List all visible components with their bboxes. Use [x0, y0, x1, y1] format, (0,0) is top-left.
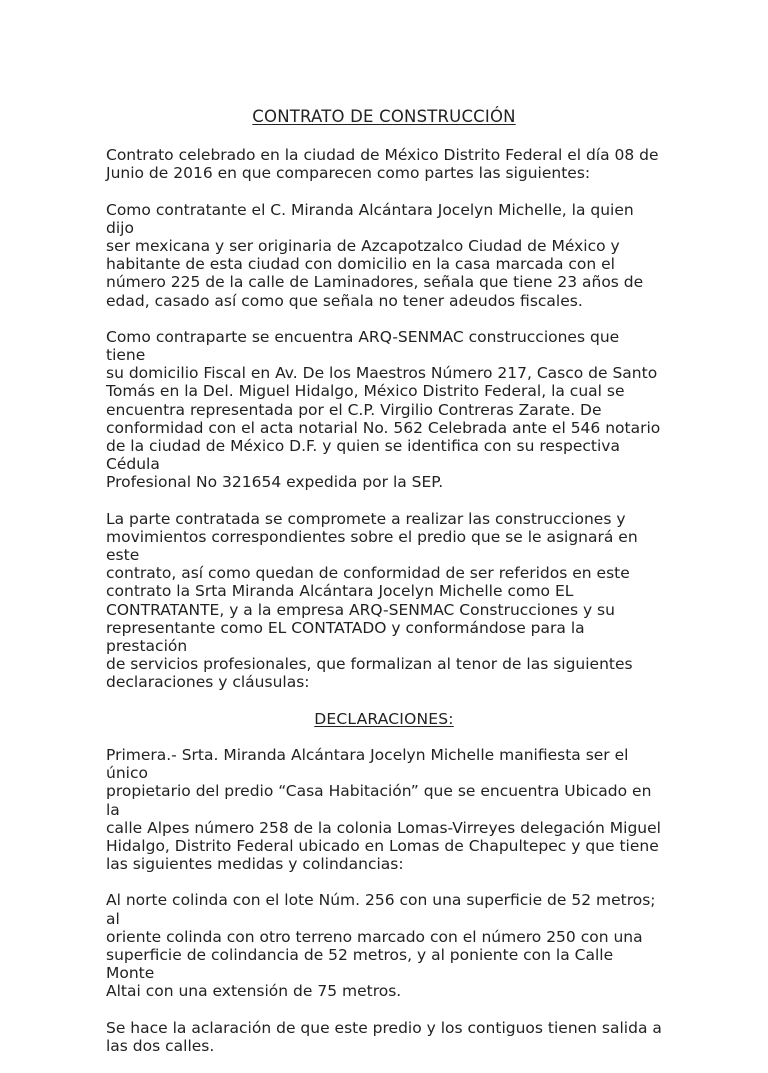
paragraph-aclaracion: Se hace la aclaración de que este predio y los contiguos tienen salida a las dos calles. — [106, 1018, 662, 1055]
paragraph-intro-date: Contrato celebrado en la ciudad de México Distrito Federal el día 08 de Junio de 2016 en que comparecen como partes las siguientes: — [106, 146, 659, 183]
paragraph-primera: Primera.- Srta. Miranda Alcántara Jocelyn Michelle manifiesta ser el único propietario del predio “Casa Habitación” que se encuentra Ubicado en la calle Alpes número 258 de la colonia Lomas-Virreyes delegación Miguel Hidalgo, Distrito Federal ubicado en Lomas de Chapultepec y que tiene las siguientes medidas y colindancias: — [106, 745, 661, 874]
paragraph-contraparte: Como contraparte se encuentra ARQ-SENMAC construcciones que tiene su domicilio Fiscal en Av. De los Maestros Número 217, Casco de Santo Tomás en la Del. Miguel Hidalgo, México Distrito Federal, la cual se encuentra representada por el C.P. Virgilio Contreras Zarate. De conformidad con el acta notarial No. 562 Celebrada ante el 546 notario de la ciudad de México D.F. y quien se identifica con su respectiva Cédula Profesional No 321654 expedida por la SEP. — [106, 327, 661, 492]
paragraph-contratante: Como contratante el C. Miranda Alcántara Jocelyn Michelle, la quien dijo ser mexicana y ser originaria de Azcapotzalco Ciudad de México y habitante de esta ciudad con domicilio en la casa marcada con el número 225 de la calle de Laminadores, señala que tiene 23 años de edad, casado así como que señala no tener adeudos fiscales. — [106, 200, 644, 310]
paragraph-obligaciones: La parte contratada se compromete a realizar las construcciones y movimientos correspondientes sobre el predio que se le asignará en este contrato, así como quedan de conformidad de ser referidos en este contrato la Srta Miranda Alcántara Jocelyn Michelle como EL CONTRATANTE, y a la empresa ARQ-SENMAC Construcciones y su representante como EL CONTATADO y conformándose para la prestación de servicios profesionales, que formalizan al tenor de las siguientes declaraciones y cláusulas: — [106, 509, 638, 692]
paragraph-colindancias: Al norte colinda con el lote Núm. 256 con una superficie de 52 metros; al oriente colinda con otro terreno marcado con el número 250 con una superficie de colindancia de 52 metros, y al poniente con la Calle Monte Altai con una extensión de 75 metros. — [106, 891, 656, 1001]
document-page — [106, 108, 662, 1073]
document-title: CONTRATO DE CONSTRUCCIÓN — [252, 107, 516, 126]
section-heading-declaraciones: DECLARACIONES: — [314, 709, 454, 728]
